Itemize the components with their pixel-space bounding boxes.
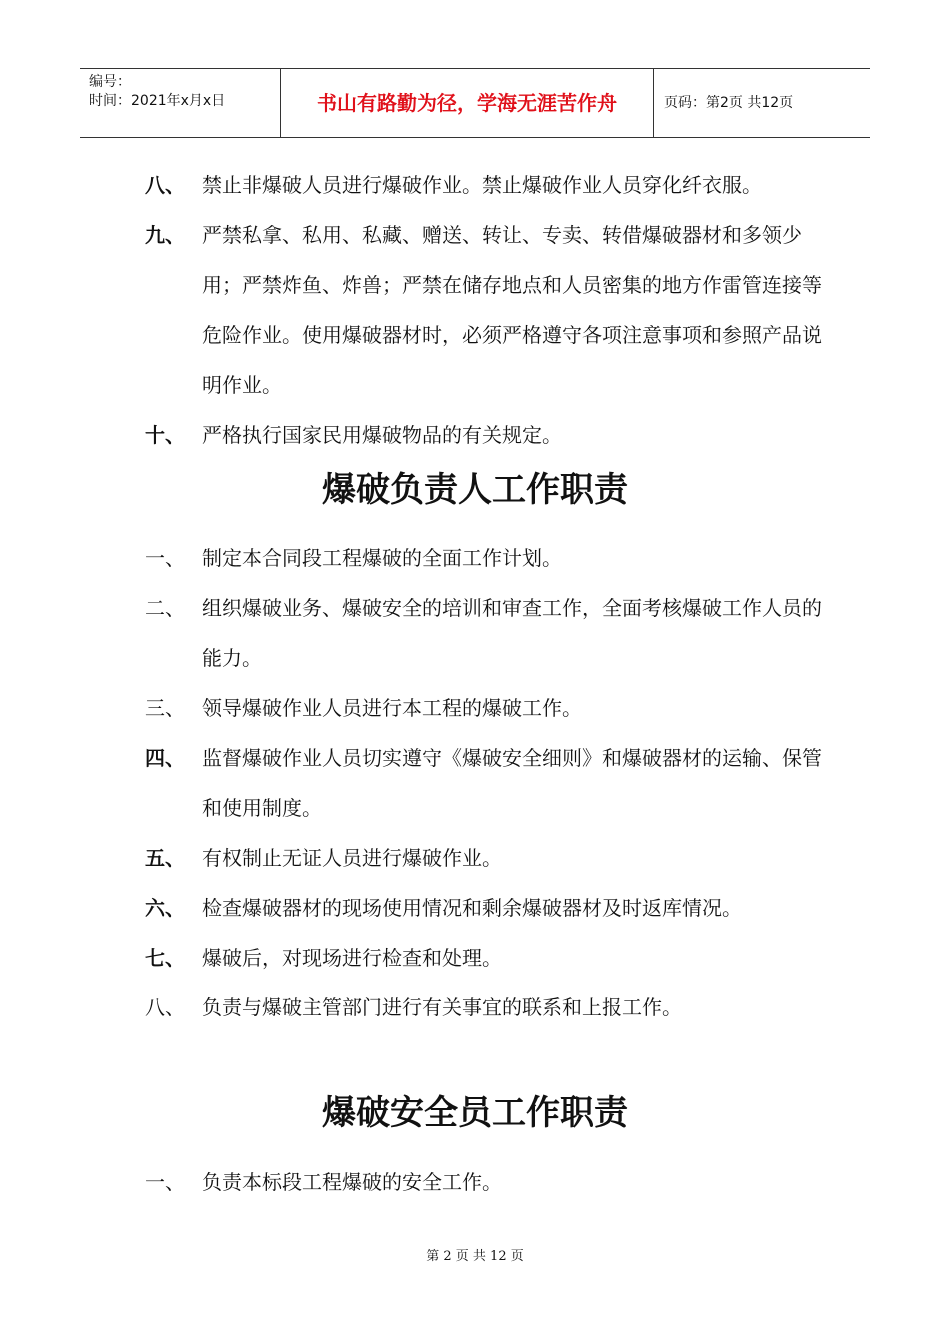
item-number: 二、 — [145, 596, 185, 620]
page-header — [80, 68, 870, 138]
item-number: 八、 — [145, 173, 185, 197]
item-text: 严格执行国家民用爆破物品的有关规定。 — [202, 423, 562, 447]
header-page-info: 页码：第2页 共12页 — [664, 95, 794, 111]
item-text: 组织爆破业务、爆破安全的培训和审查工作，全面考核爆破工作人员的能力。 — [202, 596, 822, 670]
item-text: 严禁私拿、私用、私藏、赠送、转让、专卖、转借爆破器材和多领少用；严禁炸鱼、炸兽；严禁在储存地点和人员密集的地方作雷管连接等危险作业。使用爆破器材时，必须严格遵守各项注意事项和参照产品说明作业。 — [202, 223, 822, 397]
item-text: 负责与爆破主管部门进行有关事宜的联系和上报工作。 — [202, 995, 682, 1019]
code-label: 编号： — [89, 74, 131, 90]
page-footer: 第 2 页 共 12 页 — [426, 1249, 524, 1264]
item-number: 七、 — [145, 946, 185, 970]
section-title: 爆破安全员工作职责 — [322, 1093, 628, 1133]
header-motto: 书山有路勤为径，学海无涯苦作舟 — [281, 69, 654, 137]
item-text: 制定本合同段工程爆破的全面工作计划。 — [202, 546, 562, 570]
item-number: 十、 — [145, 423, 185, 447]
item-number: 四、 — [145, 746, 185, 770]
item-text: 有权制止无证人员进行爆破作业。 — [202, 846, 502, 870]
item-number: 一、 — [145, 546, 185, 570]
time-label: 时间：2021年x月x日 — [89, 93, 226, 109]
item-number: 一、 — [145, 1170, 185, 1194]
item-text: 禁止非爆破人员进行爆破作业。禁止爆破作业人员穿化纤衣服。 — [202, 173, 762, 197]
item-text: 监督爆破作业人员切实遵守《爆破安全细则》和爆破器材的运输、保管和使用制度。 — [202, 746, 822, 820]
item-number: 三、 — [145, 696, 185, 720]
item-number: 五、 — [145, 846, 185, 870]
item-text: 爆破后，对现场进行检查和处理。 — [202, 946, 502, 970]
item-number: 六、 — [145, 896, 185, 920]
item-number: 九、 — [145, 223, 185, 247]
section-title: 爆破负责人工作职责 — [322, 470, 628, 510]
item-text: 领导爆破作业人员进行本工程的爆破工作。 — [202, 696, 582, 720]
header-meta-cell — [80, 69, 281, 137]
item-text: 检查爆破器材的现场使用情况和剩余爆破器材及时返库情况。 — [202, 896, 742, 920]
item-text: 负责本标段工程爆破的安全工作。 — [202, 1170, 502, 1194]
item-number: 八、 — [145, 995, 185, 1019]
